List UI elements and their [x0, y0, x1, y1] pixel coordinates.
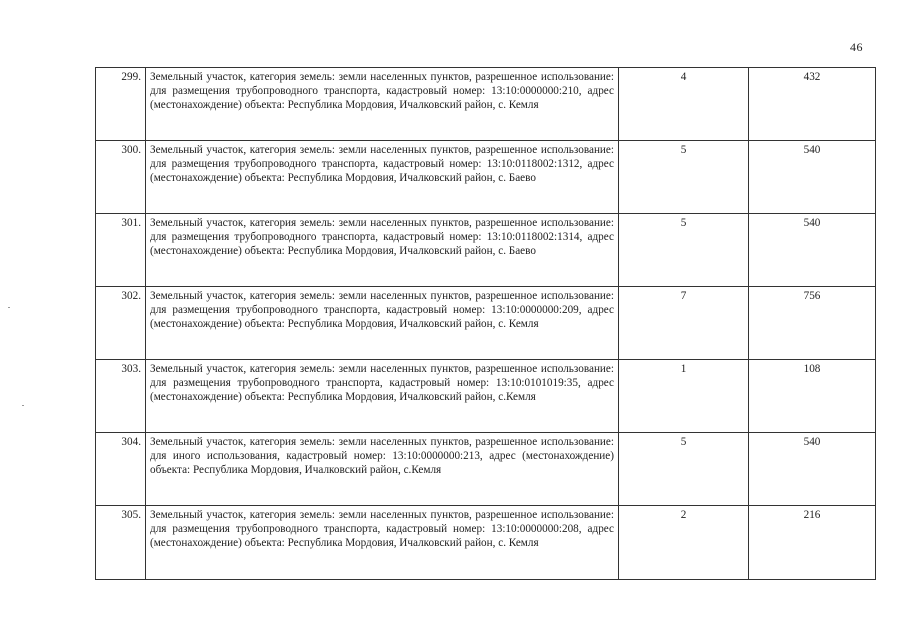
row-description: Земельный участок, категория земель: земли населенных пунктов, разрешенное использование: для иного использования, кадастровый номер: 13:10:0000000:213, адрес (местонахождение) объекта: Республика Мордовия, Ичалковский район, с.Кемля	[146, 433, 619, 506]
row-number: 300.	[96, 141, 146, 214]
row-description: Земельный участок, категория земель: земли населенных пунктов, разрешенное использование: для размещения трубопроводного транспорта, кадастровый номер: 13:10:0101019:35, адрес (местонахождение) объекта: Республика Мордовия, Ичалковский район, с.Кемля	[146, 360, 619, 433]
row-value-a: 5	[619, 214, 749, 287]
row-value-b: 756	[749, 287, 876, 360]
row-number: 303.	[96, 360, 146, 433]
row-value-a: 2	[619, 506, 749, 580]
row-value-a: 5	[619, 433, 749, 506]
row-number: 305.	[96, 506, 146, 580]
row-value-b: 540	[749, 214, 876, 287]
row-description: Земельный участок, категория земель: земли населенных пунктов, разрешенное использование: для размещения трубопроводного транспорта, кадастровый номер: 13:10:0000000:208, адрес (местонахождение) объекта: Республика Мордовия, Ичалковский район, с. Кемля	[146, 506, 619, 580]
row-number: 299.	[96, 68, 146, 141]
row-description: Земельный участок, категория земель: земли населенных пунктов, разрешенное использование: для размещения трубопроводного транспорта, кадастровый номер: 13:10:0118002:1312, адрес (местонахождение) объекта: Республика Мордовия, Ичалковский район, с. Баево	[146, 141, 619, 214]
table-row	[96, 506, 876, 580]
row-number: 301.	[96, 214, 146, 287]
row-value-a: 7	[619, 287, 749, 360]
row-value-b: 540	[749, 433, 876, 506]
row-value-a: 5	[619, 141, 749, 214]
table-row	[96, 360, 876, 433]
row-description: Земельный участок, категория земель: земли населенных пунктов, разрешенное использование: для размещения трубопроводного транспорта, кадастровый номер: 13:10:0000000:210, адрес (местонахождение) объекта: Республика Мордовия, Ичалковский район, с. Кемля	[146, 68, 619, 141]
row-description: Земельный участок, категория земель: земли населенных пунктов, разрешенное использование: для размещения трубопроводного транспорта, кадастровый номер: 13:10:0000000:209, адрес (местонахождение) объекта: Республика Мордовия, Ичалковский район, с. Кемля	[146, 287, 619, 360]
scan-speck	[22, 405, 24, 406]
scan-speck	[8, 307, 10, 308]
table-row	[96, 214, 876, 287]
table-row	[96, 141, 876, 214]
land-plot-table	[95, 67, 876, 580]
row-value-a: 1	[619, 360, 749, 433]
row-number: 304.	[96, 433, 146, 506]
row-value-b: 216	[749, 506, 876, 580]
table-row	[96, 287, 876, 360]
page-number: 46	[850, 40, 863, 54]
table-row	[96, 68, 876, 141]
row-value-b: 540	[749, 141, 876, 214]
table-row	[96, 433, 876, 506]
row-value-a: 4	[619, 68, 749, 141]
row-number: 302.	[96, 287, 146, 360]
row-value-b: 432	[749, 68, 876, 141]
row-value-b: 108	[749, 360, 876, 433]
row-description: Земельный участок, категория земель: земли населенных пунктов, разрешенное использование: для размещения трубопроводного транспорта, кадастровый номер: 13:10:0118002:1314, адрес (местонахождение) объекта: Республика Мордовия, Ичалковский район, с. Баево	[146, 214, 619, 287]
